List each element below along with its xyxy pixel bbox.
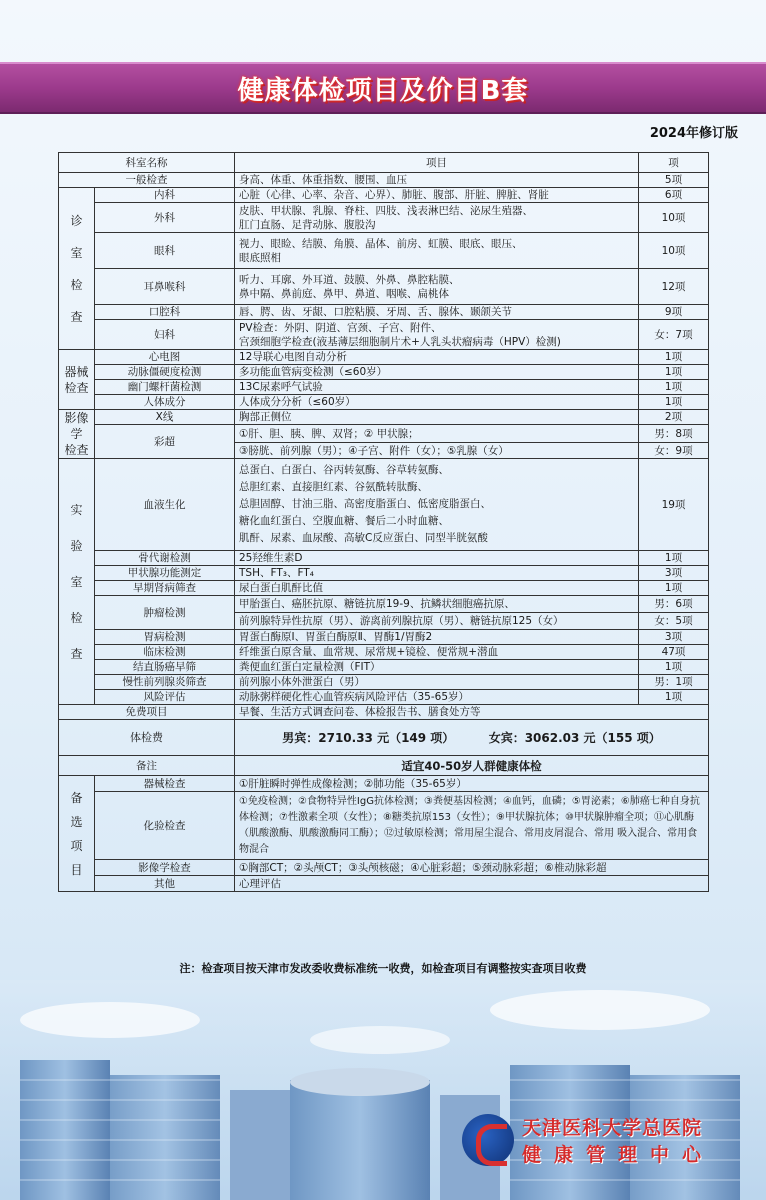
dept-name: 口腔科 — [95, 305, 235, 320]
item-count: 3项 — [639, 630, 709, 645]
header-items: 项目 — [235, 153, 639, 173]
logo-line2: 健康管理中心 — [522, 1144, 715, 1166]
item-count: 男：1项 — [639, 675, 709, 690]
dept-name: 慢性前列腺炎筛查 — [95, 675, 235, 690]
dept-name: 器械检查 — [95, 776, 235, 792]
hospital-skyline-illustration — [0, 980, 766, 1200]
item-count: 9项 — [639, 305, 709, 320]
dept-name: 幽门螺杆菌检测 — [95, 380, 235, 395]
dept-name: 外科 — [95, 203, 235, 233]
logo-line1: 天津医科大学总医院 — [522, 1117, 703, 1139]
item-count-female: 女：5项 — [639, 613, 709, 630]
item-text: 粪便血红蛋白定量检测（FIT） — [235, 660, 639, 675]
item-text: 多功能血管病变检测（≤60岁） — [235, 365, 639, 380]
group-optional: 备 选 项 目 — [59, 776, 95, 892]
dept-name: 风险评估 — [95, 690, 235, 705]
item-text: TSH、FT₃、FT₄ — [235, 566, 639, 581]
item-count: 6项 — [639, 188, 709, 203]
fee-label: 体检费 — [59, 720, 235, 756]
item-text: 前列腺特异性抗原（男）、游离前列腺抗原（男）、糖链抗原125（女） — [235, 613, 639, 630]
table-row — [59, 705, 709, 720]
table-row — [59, 581, 709, 596]
item-text: 尿白蛋白肌酐比值 — [235, 581, 639, 596]
header-dept: 科室名称 — [59, 153, 235, 173]
hospital-emblem-icon — [462, 1114, 514, 1166]
item-count: 47项 — [639, 645, 709, 660]
table-row — [59, 365, 709, 380]
item-text: 前列腺小体外泄蛋白（男） — [235, 675, 639, 690]
table-row — [59, 350, 709, 365]
dept-name: 结直肠癌早筛 — [95, 660, 235, 675]
table-row — [59, 596, 709, 613]
item-text: 25羟维生素D — [235, 551, 639, 566]
table-row — [59, 776, 709, 792]
item-count: 5项 — [639, 173, 709, 188]
fee-values — [235, 720, 709, 756]
table-row — [59, 459, 709, 551]
dept-name: 化验检查 — [95, 792, 235, 860]
item-text: 动脉粥样硬化性心血管疾病风险评估（35-65岁） — [235, 690, 639, 705]
dept-name: 眼科 — [95, 233, 235, 269]
item-text: ③膀胱、前列腺（男）；④子宫、附件（女）；⑤乳腺（女） — [235, 443, 639, 459]
item-text: 人体成分分析（≤60岁） — [235, 395, 639, 410]
item-text: 甲胎蛋白、癌胚抗原、糖链抗原19-9、抗鳞状细胞癌抗原、 — [235, 596, 639, 613]
item-text: 早餐、生活方式调查问卷、体检报告书、膳食处方等 — [235, 705, 709, 720]
page-title: 健康体检项目及价目B套 — [237, 75, 529, 106]
table-row — [59, 188, 709, 203]
table-row — [59, 876, 709, 892]
table-row — [59, 410, 709, 425]
item-count: 1项 — [639, 660, 709, 675]
dept-name: 妇科 — [95, 320, 235, 350]
item-count: 1项 — [639, 395, 709, 410]
note-row — [59, 756, 709, 776]
hospital-logo — [462, 1113, 714, 1167]
dept-name: 其他 — [95, 876, 235, 892]
dept-name: 早期肾病筛查 — [95, 581, 235, 596]
table-row — [59, 566, 709, 581]
item-count: 1项 — [639, 350, 709, 365]
dept-name: 影像学检查 — [95, 860, 235, 876]
item-text: 唇、腭、齿、牙龈、口腔粘膜、牙周、舌、腺体、颞颌关节 — [235, 305, 639, 320]
dept-name: 彩超 — [95, 425, 235, 459]
item-text: 听力、耳廓、外耳道、鼓膜、外鼻、鼻腔粘膜、 鼻中隔、鼻前庭、鼻甲、鼻道、咽喉、扁桃体 — [235, 269, 639, 305]
group-lab: 实 验 室 检 查 — [59, 459, 95, 705]
table-row — [59, 551, 709, 566]
group-imaging: 影像学 检查 — [59, 410, 95, 459]
dept-name: 甲状腺功能测定 — [95, 566, 235, 581]
item-text: PV检查：外阴、阴道、宫颈、子宫、附件、 宫颈细胞学检查(液基薄层细胞制片术+人乳头状瘤病毒（HPV）检测) — [235, 320, 639, 350]
item-count-male: 男：8项 — [639, 425, 709, 443]
dept-name: 胃病检测 — [95, 630, 235, 645]
table-row — [59, 690, 709, 705]
item-text: 总蛋白、白蛋白、谷丙转氨酶、谷草转氨酶、 总胆红素、直接胆红素、谷氨酰转肽酶、 总胆固醇、甘油三脂、高密度脂蛋白、低密度脂蛋白、 糖化血红蛋白、空腹血糖、餐后二小时血糖、 肌酐、尿素、血尿酸、高敏C反应蛋白、同型半胱氨酸 — [235, 459, 639, 551]
table-row — [59, 320, 709, 350]
item-count: 10项 — [639, 203, 709, 233]
note-text: 适宜40-50岁人群健康体检 — [235, 756, 709, 776]
item-text: 心脏（心律、心率、杂音、心界）、肺脏、腹部、肝脏、脾脏、肾脏 — [235, 188, 639, 203]
item-text: 13C尿素呼气试验 — [235, 380, 639, 395]
item-count: 1项 — [639, 551, 709, 566]
table-row — [59, 203, 709, 233]
item-text: 12导联心电图自动分析 — [235, 350, 639, 365]
dept-name: 血液生化 — [95, 459, 235, 551]
item-text: 心理评估 — [235, 876, 709, 892]
item-count: 1项 — [639, 690, 709, 705]
dept-name: 肿瘤检测 — [95, 596, 235, 630]
item-count: 12项 — [639, 269, 709, 305]
item-count: 2项 — [639, 410, 709, 425]
table-row — [59, 233, 709, 269]
item-text: ①免疫检测；②食物特异性IgG抗体检测；③粪便基因检测；④血钙，血磷；⑤胃泌素；⑥肺癌七种自身抗体检测；⑦性激素全项（女性）；⑧糖类抗原153（女性）；⑨甲状腺抗体；⑩甲状腺肿瘤全项；⑪心肌酶（肌酸激酶、肌酸激酶同工酶）；⑫过敏原检测；常用屋尘混合、常用皮屑混合、常用 吸入混合、常用食物混合 — [235, 792, 709, 860]
note-label: 备注 — [59, 756, 235, 776]
footnote: 注：检查项目按天津市发改委收费标准统一收费，如检查项目有调整按实查项目收费 — [179, 962, 587, 975]
table-header-row — [59, 153, 709, 173]
item-text: 胃蛋白酶原Ⅰ、胃蛋白酶原Ⅱ、胃酶1/胃酶2 — [235, 630, 639, 645]
dept-name: 动脉僵硬度检测 — [95, 365, 235, 380]
dept-name: 一般检查 — [59, 173, 235, 188]
dept-name: 内科 — [95, 188, 235, 203]
dept-name: 耳鼻喉科 — [95, 269, 235, 305]
table-row — [59, 645, 709, 660]
table-row — [59, 269, 709, 305]
header-count: 项 — [639, 153, 709, 173]
dept-name: 骨代谢检测 — [95, 551, 235, 566]
dept-name: 心电图 — [95, 350, 235, 365]
item-count: 1项 — [639, 365, 709, 380]
title-banner — [0, 62, 766, 114]
price-table — [58, 152, 709, 892]
table-row — [59, 792, 709, 860]
item-count: 3项 — [639, 566, 709, 581]
version-label: 2024年修订版 — [649, 126, 738, 141]
table-row — [59, 305, 709, 320]
fee-male: 男宾：2710.33 元（149 项） — [282, 730, 455, 745]
item-count: 女：7项 — [639, 320, 709, 350]
item-text: 纤维蛋白原含量、血常规、尿常规+镜检、便常规+潜血 — [235, 645, 639, 660]
item-text: 胸部正侧位 — [235, 410, 639, 425]
item-count-male: 男：6项 — [639, 596, 709, 613]
table-row — [59, 425, 709, 443]
table-row — [59, 860, 709, 876]
group-clinic: 诊 室 检 查 — [59, 188, 95, 350]
table-row — [59, 173, 709, 188]
table-row — [59, 630, 709, 645]
item-count: 10项 — [639, 233, 709, 269]
item-text: ①胸部CT；②头颅CT；③头颅核磁；④心脏彩超；⑤颈动脉彩超；⑥椎动脉彩超 — [235, 860, 709, 876]
item-text: 身高、体重、体重指数、腰围、血压 — [235, 173, 639, 188]
item-count-female: 女：9项 — [639, 443, 709, 459]
item-text: 皮肤、甲状腺、乳腺、脊柱、四肢、浅表淋巴结、泌尿生殖器、 肛门直肠、足背动脉、腹股沟 — [235, 203, 639, 233]
table-row — [59, 675, 709, 690]
item-count: 19项 — [639, 459, 709, 551]
fee-female: 女宾：3062.03 元（155 项） — [488, 730, 661, 745]
item-count: 1项 — [639, 581, 709, 596]
table-row — [59, 395, 709, 410]
dept-name: X线 — [95, 410, 235, 425]
dept-name: 免费项目 — [59, 705, 235, 720]
table-row — [59, 660, 709, 675]
dept-name: 临床检测 — [95, 645, 235, 660]
table-row — [59, 380, 709, 395]
item-text: ①肝、胆、胰、脾、双肾；② 甲状腺； — [235, 425, 639, 443]
item-count: 1项 — [639, 380, 709, 395]
fee-row — [59, 720, 709, 756]
item-text: 视力、眼睑、结膜、角膜、晶体、前房、虹膜、眼底、眼压、 眼底照相 — [235, 233, 639, 269]
item-text: ①肝脏瞬时弹性成像检测；②肺功能（35-65岁） — [235, 776, 709, 792]
dept-name: 人体成分 — [95, 395, 235, 410]
group-device: 器械 检查 — [59, 350, 95, 410]
